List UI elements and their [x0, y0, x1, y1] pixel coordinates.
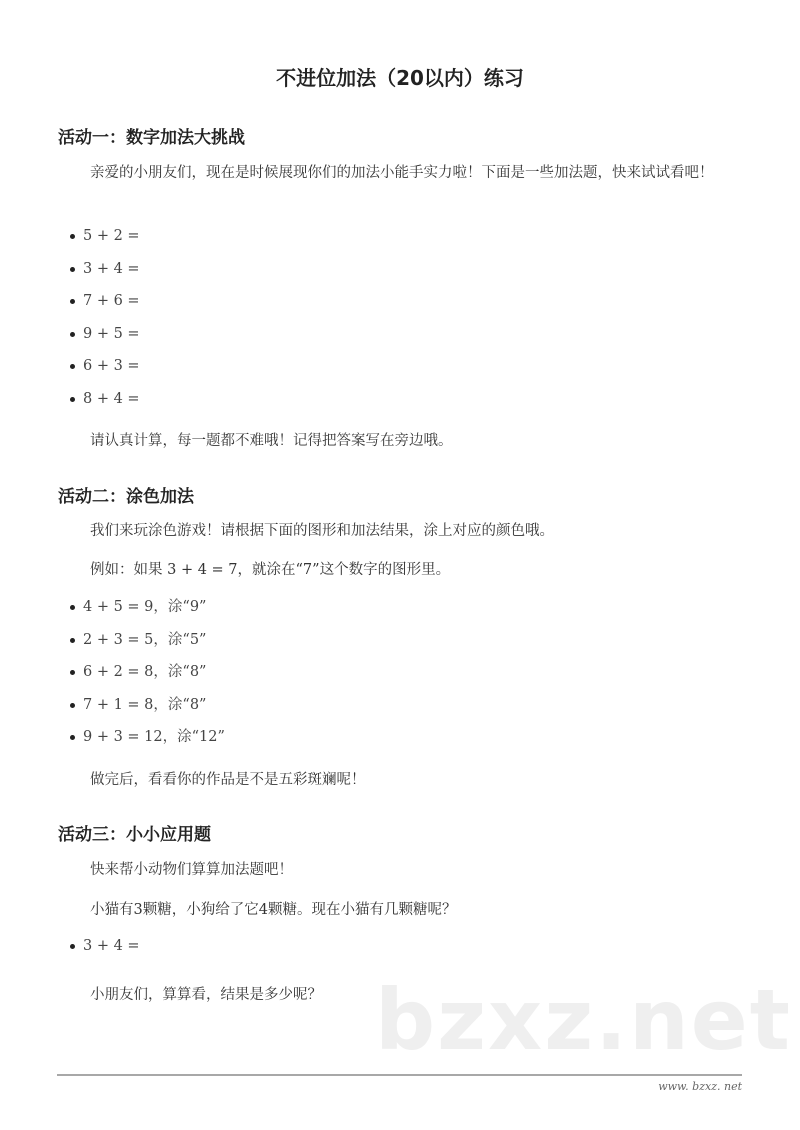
list-item: 6 + 2 = 8，涂“8”: [70, 656, 225, 689]
list-item: 3 + 4 =: [70, 253, 140, 286]
activity3-problem-list: [70, 930, 140, 963]
list-item: 7 + 6 =: [70, 285, 140, 318]
activity1-heading: 活动一：数字加法大挑战: [58, 128, 245, 148]
list-item: 4 + 5 = 9，涂“9”: [70, 591, 225, 624]
watermark: bzxz.net: [375, 971, 792, 1069]
activity1-problem-list: [70, 220, 140, 415]
activity2-heading: 活动二：涂色加法: [58, 487, 194, 507]
activity2-outro: 做完后，看看你的作品是不是五彩斑斓呢！: [90, 772, 366, 788]
activity1-outro: 请认真计算，每一题都不难哦！记得把答案写在旁边哦。: [90, 433, 453, 449]
list-item: 5 + 2 =: [70, 220, 140, 253]
list-item: 2 + 3 = 5，涂“5”: [70, 624, 225, 657]
list-item: 9 + 5 =: [70, 318, 140, 351]
footer-divider: [57, 1074, 742, 1076]
activity3-outro: 小朋友们，算算看，结果是多少呢？: [90, 987, 322, 1003]
list-item: 7 + 1 = 8，涂“8”: [70, 689, 225, 722]
list-item: 8 + 4 =: [70, 383, 140, 416]
activity2-problem-list: [70, 591, 225, 754]
activity2-example: 例如：如果 3 + 4 = 7，就涂在“7”这个数字的图形里。: [90, 562, 451, 578]
activity3-story: 小猫有3颗糖，小狗给了它4颗糖。现在小猫有几颗糖呢？: [90, 902, 457, 918]
list-item: 3 + 4 =: [70, 930, 140, 963]
activity1-intro: 亲爱的小朋友们，现在是时候展现你们的加法小能手实力啦！下面是一些加法题，快来试试看吧！: [90, 165, 714, 181]
page-title: 不进位加法（20以内）练习: [276, 66, 524, 90]
list-item: 6 + 3 =: [70, 350, 140, 383]
list-item: 9 + 3 = 12，涂“12”: [70, 721, 225, 754]
activity3-heading: 活动三：小小应用题: [58, 825, 211, 845]
activity3-intro: 快来帮小动物们算算加法题吧！: [90, 862, 293, 878]
footer-url: www. bzxz. net: [658, 1080, 742, 1093]
activity2-intro: 我们来玩涂色游戏！请根据下面的图形和加法结果，涂上对应的颜色哦。: [90, 523, 554, 539]
